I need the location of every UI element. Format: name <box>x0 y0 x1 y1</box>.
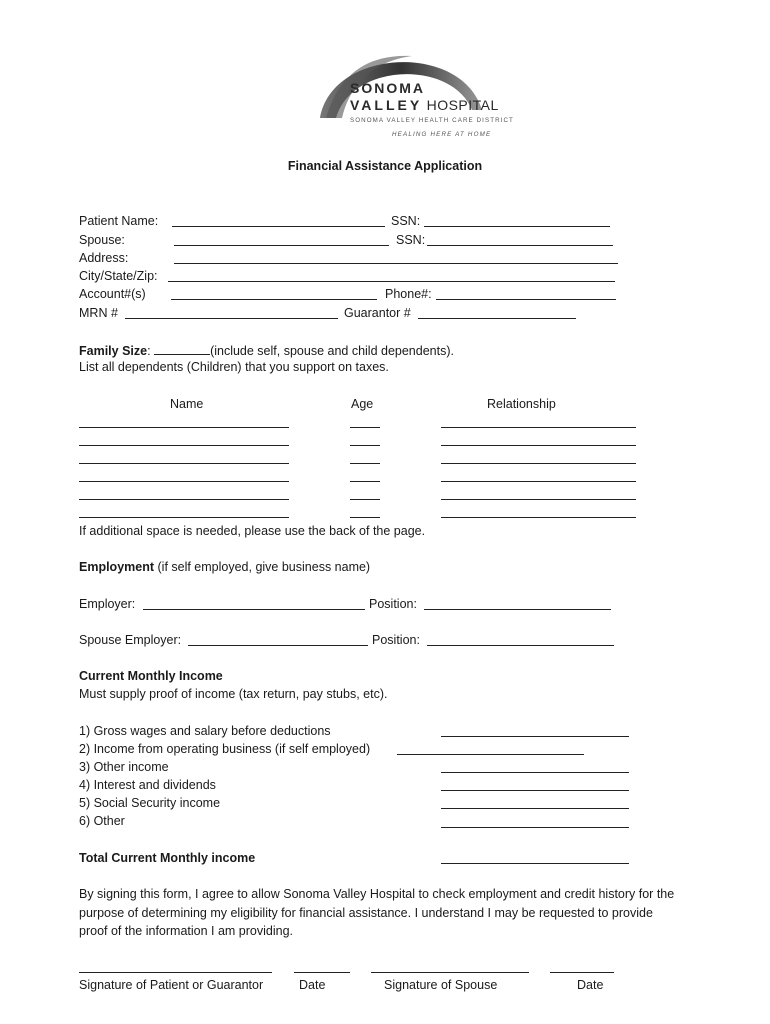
employment-heading-line <box>79 558 370 576</box>
address-label: Address: <box>79 251 129 265</box>
spouse-employer-field[interactable] <box>188 645 368 646</box>
date-label-1: Date <box>299 978 326 992</box>
ssn-label: SSN: <box>391 214 421 228</box>
mrn-field[interactable] <box>125 318 338 319</box>
dependent-name-field-4[interactable] <box>79 481 289 482</box>
spouse-label: Spouse: <box>79 233 125 247</box>
income-field-2[interactable] <box>397 754 584 755</box>
account-label: Account#(s) <box>79 287 146 301</box>
spouse-employer-label: Spouse Employer: <box>79 633 182 647</box>
guarantor-field[interactable] <box>418 318 576 319</box>
date-label-2: Date <box>577 978 604 992</box>
family-size-field[interactable] <box>154 341 210 355</box>
dependent-name-field-1[interactable] <box>79 427 289 428</box>
phone-field[interactable] <box>436 299 616 300</box>
consent-line-1: By signing this form, I agree to allow Sonoma Valley Hospital to check employment and credit history for the <box>79 887 675 901</box>
additional-space-note: If additional space is needed, please use the back of the page. <box>79 524 426 538</box>
employment-heading: Employment <box>79 560 155 574</box>
spouse-signature-field[interactable] <box>371 972 529 973</box>
family-size-colon: : <box>147 344 151 358</box>
patient-signature-field[interactable] <box>79 972 272 973</box>
spouse-field[interactable] <box>174 245 389 246</box>
income-item-3: 3) Other income <box>79 760 169 774</box>
logo-line-sonoma: SONOMA <box>350 80 425 96</box>
dependent-relationship-field-4[interactable] <box>441 481 636 482</box>
dependent-relationship-field-6[interactable] <box>441 517 636 518</box>
consent-line-2: purpose of determining my eligibility for financial assistance. I understand I may be requested to provide <box>79 906 653 920</box>
hospital-logo <box>312 40 514 150</box>
dependent-age-field-5[interactable] <box>350 499 380 500</box>
spouse-signature-label: Signature of Spouse <box>384 978 498 992</box>
income-field-5[interactable] <box>441 808 629 809</box>
spouse-ssn-label: SSN: <box>396 233 426 247</box>
consent-line-3: proof of the information I am providing. <box>79 924 294 938</box>
dependent-name-field-5[interactable] <box>79 499 289 500</box>
dependent-age-field-4[interactable] <box>350 481 380 482</box>
dependent-age-field-1[interactable] <box>350 427 380 428</box>
dependent-relationship-field-2[interactable] <box>441 445 636 446</box>
income-item-5: 5) Social Security income <box>79 796 221 810</box>
family-size-note: (include self, spouse and child dependents). <box>210 344 454 358</box>
patient-signature-label: Signature of Patient or Guarantor <box>79 978 264 992</box>
logo-line-valley-hospital <box>350 97 499 113</box>
dependent-name-field-6[interactable] <box>79 517 289 518</box>
date-field-1[interactable] <box>294 972 350 973</box>
phone-label: Phone#: <box>385 287 432 301</box>
col-header-name: Name <box>170 397 204 411</box>
total-income-label: Total Current Monthly income <box>79 851 256 865</box>
dependent-age-field-3[interactable] <box>350 463 380 464</box>
income-field-1[interactable] <box>441 736 629 737</box>
spouse-ssn-field[interactable] <box>427 245 613 246</box>
family-size-line <box>79 341 454 359</box>
position-label: Position: <box>369 597 417 611</box>
logo-word-hospital: HOSPITAL <box>426 97 499 113</box>
employer-label: Employer: <box>79 597 136 611</box>
income-field-4[interactable] <box>441 790 629 791</box>
income-item-2: 2) Income from operating business (if self employed) <box>79 742 371 756</box>
col-header-age: Age <box>351 397 374 411</box>
dependent-name-field-2[interactable] <box>79 445 289 446</box>
income-note: Must supply proof of income (tax return, pay stubs, etc). <box>79 687 388 701</box>
form-title: Financial Assistance Application <box>287 159 483 173</box>
employer-field[interactable] <box>143 609 365 610</box>
family-size-label: Family Size <box>79 344 148 358</box>
income-heading: Current Monthly Income <box>79 669 223 683</box>
position-field[interactable] <box>424 609 611 610</box>
patient-name-label: Patient Name: <box>79 214 159 228</box>
city-state-zip-field[interactable] <box>168 281 615 282</box>
address-field[interactable] <box>174 263 618 264</box>
employment-note: (if self employed, give business name) <box>157 560 371 574</box>
spouse-position-field[interactable] <box>427 645 614 646</box>
total-income-field[interactable] <box>441 863 629 864</box>
ssn-field[interactable] <box>424 226 610 227</box>
logo-district: SONOMA VALLEY HEALTH CARE DISTRICT <box>350 117 514 124</box>
logo-word-valley: VALLEY <box>350 97 423 113</box>
spouse-position-label: Position: <box>372 633 420 647</box>
city-state-zip-label: City/State/Zip: <box>79 269 158 283</box>
guarantor-label: Guarantor # <box>344 306 411 320</box>
dependent-relationship-field-3[interactable] <box>441 463 636 464</box>
dependent-name-field-3[interactable] <box>79 463 289 464</box>
income-item-6: 6) Other <box>79 814 125 828</box>
income-item-1: 1) Gross wages and salary before deductions <box>79 724 331 738</box>
mrn-label: MRN # <box>79 306 118 320</box>
dependent-age-field-2[interactable] <box>350 445 380 446</box>
income-item-4: 4) Interest and dividends <box>79 778 216 792</box>
date-field-2[interactable] <box>550 972 614 973</box>
dependent-relationship-field-1[interactable] <box>441 427 636 428</box>
account-field[interactable] <box>171 299 377 300</box>
patient-name-field[interactable] <box>172 226 385 227</box>
income-field-6[interactable] <box>441 827 629 828</box>
dependent-age-field-6[interactable] <box>350 517 380 518</box>
col-header-relationship: Relationship <box>487 397 556 411</box>
logo-tagline: HEALING HERE AT HOME <box>392 131 492 138</box>
dependent-relationship-field-5[interactable] <box>441 499 636 500</box>
income-field-3[interactable] <box>441 772 629 773</box>
dependents-note: List all dependents (Children) that you support on taxes. <box>79 360 389 374</box>
